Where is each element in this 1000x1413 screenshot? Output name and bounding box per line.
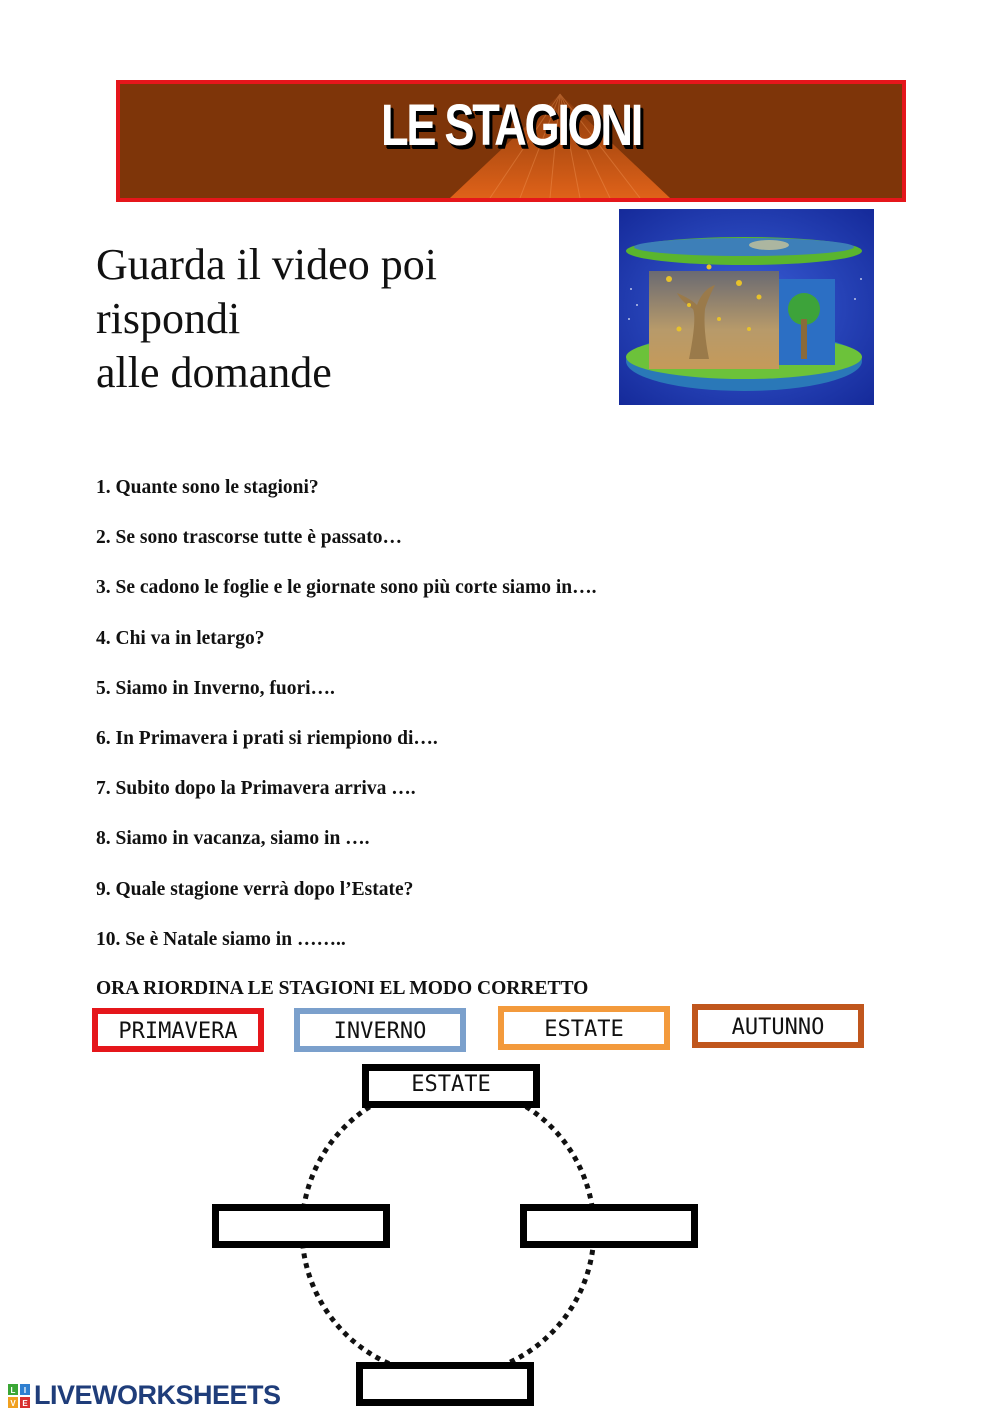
page-title: LE STAGIONI [381,93,641,158]
intro-line: alle domande [96,348,332,397]
logo-badge-icon [8,1384,30,1408]
tile-estate[interactable]: ESTATE [498,1006,670,1050]
question-list [96,476,596,978]
video-thumbnail[interactable] [619,209,874,405]
question-item: 9. Quale stagione verrà dopo l’Estate? [96,878,414,900]
slot-top[interactable]: ESTATE [362,1064,540,1108]
badge-letter: E [22,1398,28,1408]
intro-text [96,238,437,400]
brand-name: LIVEWORKSHEETS [34,1380,281,1410]
question-item: 8. Siamo in vacanza, siamo in …. [96,828,370,850]
slot-bottom[interactable] [356,1362,534,1406]
liveworksheets-logo [8,1380,281,1411]
question-item: 7. Subito dopo la Primavera arriva …. [96,778,416,800]
instruction-text: ORA RIORDINA LE STAGIONI EL MODO CORRETTO [96,978,589,999]
badge-letter: L [10,1385,16,1395]
question-item: 5. Siamo in Inverno, fuori…. [96,677,335,699]
badge-letter: V [10,1398,16,1408]
question-item: 3. Se cadono le foglie e le giornate sono più corte siamo in…. [96,577,597,599]
badge-letter: I [23,1385,27,1395]
tile-autunno[interactable]: AUTUNNO [692,1004,864,1048]
slot-right[interactable] [520,1204,698,1248]
tile-inverno[interactable]: INVERNO [294,1008,466,1052]
intro-line: rispondi [96,294,241,343]
question-item: 1. Quante sono le stagioni? [96,477,319,498]
question-item: 6. In Primavera i prati si riempiono di…. [96,727,438,749]
question-item: 10. Se è Natale siamo in …….. [96,928,346,950]
question-item: 2. Se sono trascorse tutte è passato… [96,527,403,549]
slot-left[interactable] [212,1204,390,1248]
title-banner [116,80,906,202]
intro-line: Guarda il video poi [96,240,437,289]
question-item: 4. Chi va in letargo? [96,627,265,649]
tile-primavera[interactable]: PRIMAVERA [92,1008,264,1052]
